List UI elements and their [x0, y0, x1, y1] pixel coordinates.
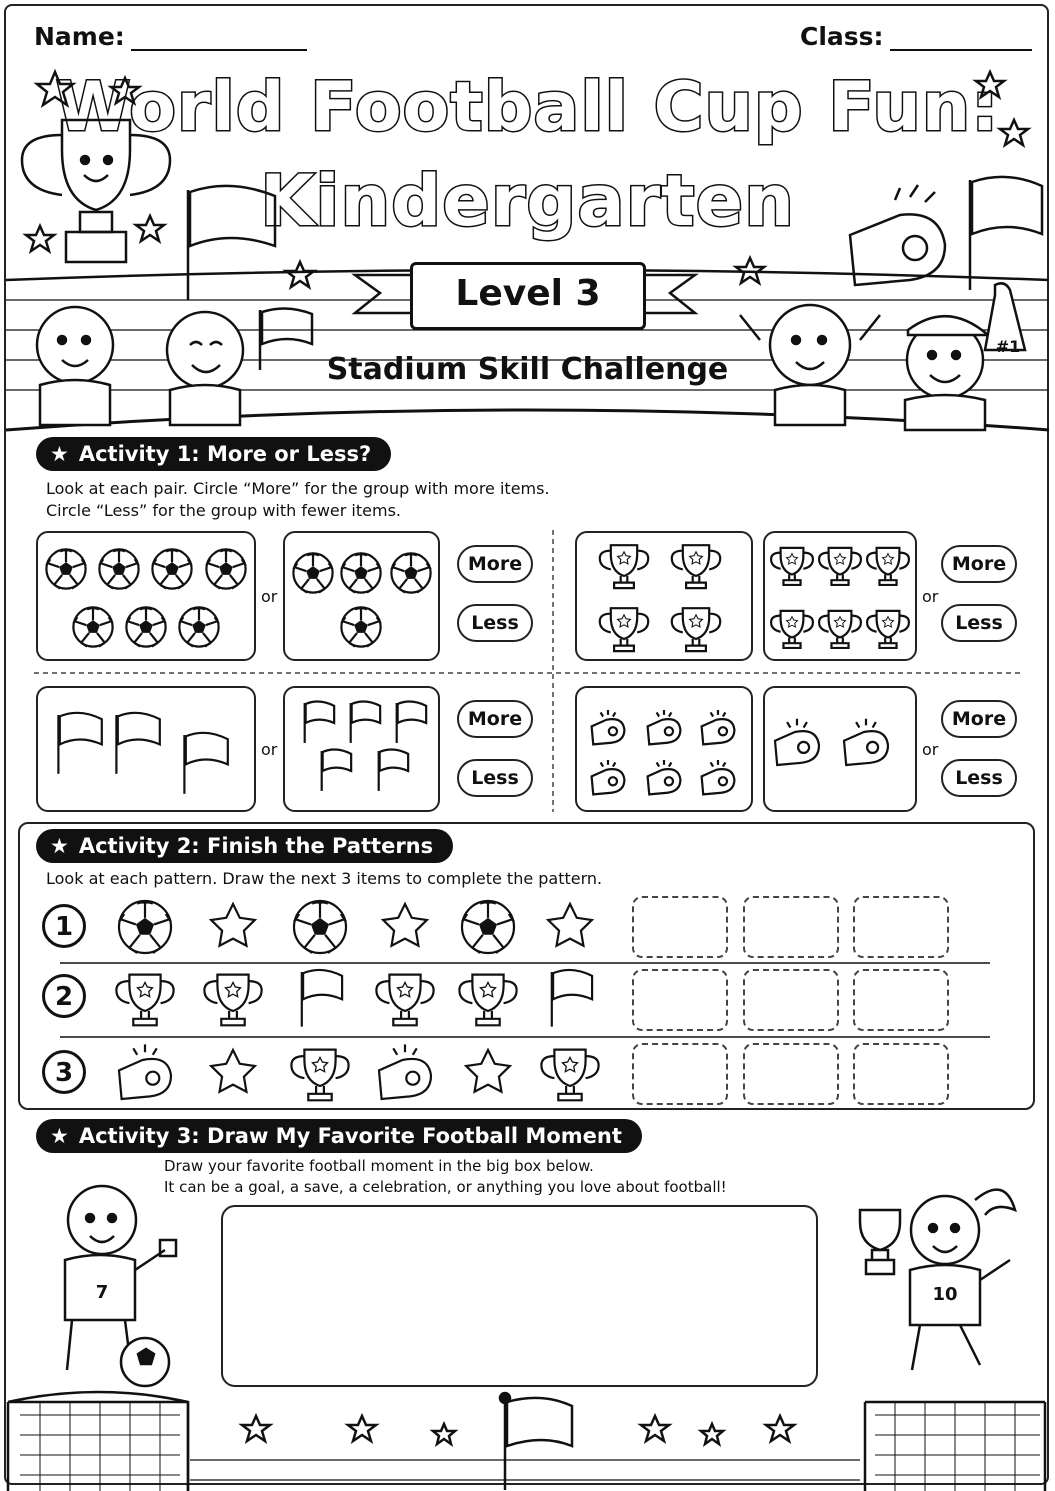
pattern-row2-number: 2	[42, 974, 86, 1018]
star-icon	[211, 904, 255, 946]
trophy-icon	[541, 1050, 598, 1101]
soccer-ball-icon	[462, 901, 514, 953]
pair1-less-button[interactable]: Less	[457, 604, 533, 642]
page-title: World Football Cup Fun:	[55, 68, 1000, 147]
soccer-ball-icon	[119, 901, 171, 953]
star-icon	[383, 904, 427, 946]
name-label: Name:	[34, 22, 125, 51]
soccer-ball-icon	[294, 901, 346, 953]
pair1-more-button[interactable]: More	[457, 545, 533, 583]
pair2-more-button[interactable]: More	[941, 545, 1017, 583]
footer-illustration	[0, 1140, 1055, 1490]
trophy-icon	[116, 975, 173, 1026]
trophy-icon	[860, 1210, 900, 1250]
trophy-icon	[291, 1050, 348, 1101]
whistle-icon	[379, 1044, 431, 1099]
page-title-grade: Kindergarten	[260, 160, 795, 242]
activity2-title: Activity 2: Finish the Patterns	[78, 834, 434, 858]
whistle-icon	[119, 1044, 171, 1099]
pair1-or: or	[261, 587, 278, 606]
boy-jersey-number: 7	[95, 1282, 109, 1303]
star-icon: ★	[50, 442, 69, 466]
activity1-instruction-1: Look at each pair. Circle “More” for the group with more items.	[46, 479, 550, 498]
pair2-or: or	[922, 587, 939, 606]
star-icon: ★	[50, 1124, 69, 1148]
star-icon	[548, 904, 592, 946]
pair3-less-button[interactable]: Less	[457, 759, 533, 797]
star-icon	[466, 1050, 510, 1092]
activity1-instruction-2: Circle “Less” for the group with fewer items.	[46, 501, 401, 520]
star-icon: ★	[50, 834, 69, 858]
pattern-row1-number: 1	[42, 904, 86, 948]
pair4-or: or	[922, 740, 939, 759]
trophy-icon	[204, 975, 261, 1026]
pair2-less-button[interactable]: Less	[941, 604, 1017, 642]
level-banner: Level 3	[410, 262, 646, 330]
activity3-instruction-1: Draw your favorite football moment in the big box below.	[164, 1157, 594, 1175]
pair4-more-button[interactable]: More	[941, 700, 1017, 738]
pair3-more-button[interactable]: More	[457, 700, 533, 738]
activity2-instruction: Look at each pattern. Draw the next 3 items to complete the pattern.	[46, 869, 603, 888]
subtitle: Stadium Skill Challenge	[326, 352, 729, 387]
flag-icon	[302, 970, 342, 1027]
trophy-icon	[459, 975, 516, 1026]
pair3-or: or	[261, 740, 278, 759]
activity1-title: Activity 1: More or Less?	[78, 442, 372, 466]
activity3-title: Activity 3: Draw My Favorite Football Moment	[78, 1124, 622, 1148]
pair4-less-button[interactable]: Less	[941, 759, 1017, 797]
pattern-row3-number: 3	[42, 1050, 86, 1094]
class-label: Class:	[800, 22, 884, 51]
star-icon	[211, 1050, 255, 1092]
flag-icon	[552, 970, 592, 1027]
trophy-icon	[376, 975, 433, 1026]
girl-jersey-number: 10	[932, 1284, 958, 1305]
activity3-instruction-2: It can be a goal, a save, a celebration, or anything you love about football!	[164, 1178, 727, 1196]
fan-glove-text: #1	[995, 337, 1021, 356]
